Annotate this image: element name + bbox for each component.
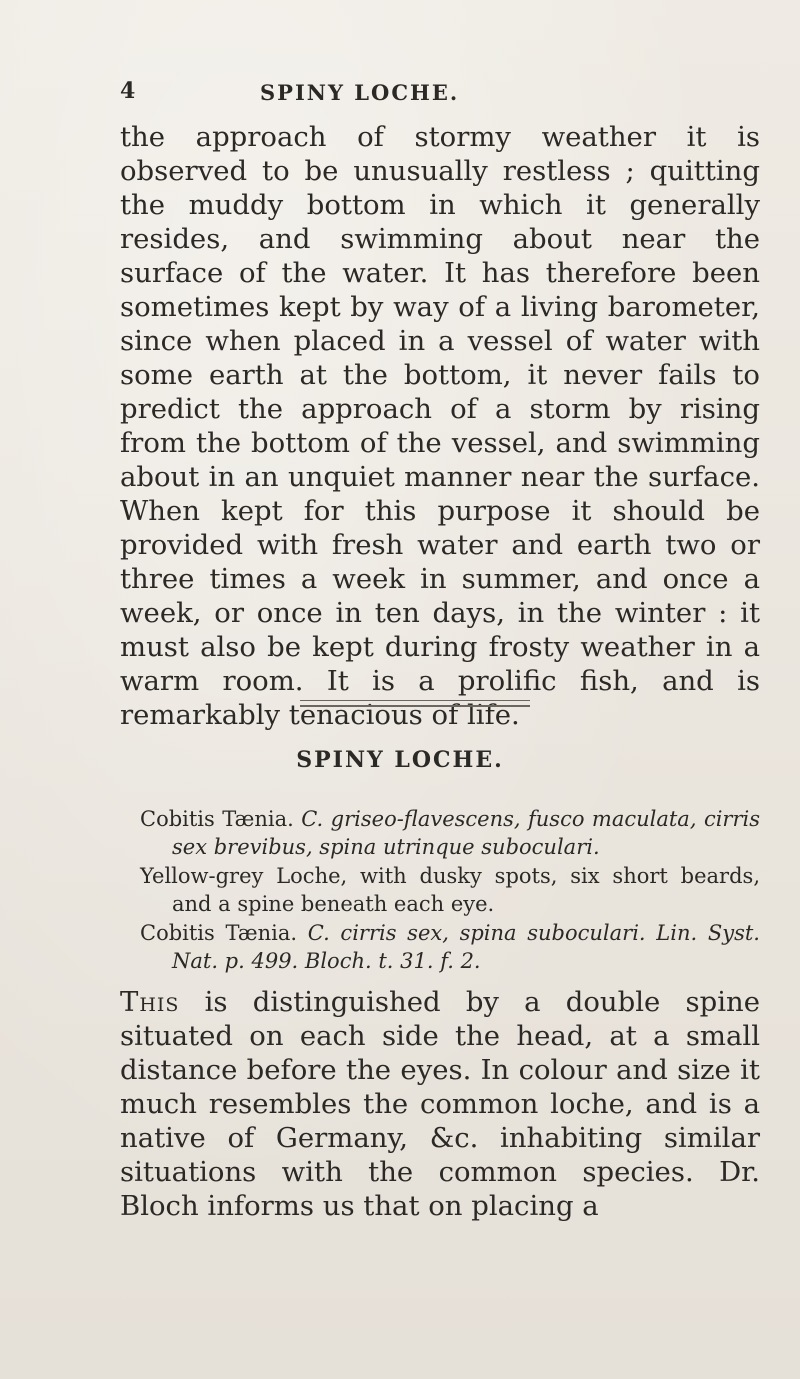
synonymy-block [140, 805, 760, 976]
paragraph-body: is distinguished by a double spine situated on each side the head, at a small distance before the eyes. In colour and size it much resembles the common loche, and is a native of Germany, &c. inhabiting similar situations with the common species. Dr. Bloch informs us that on placing a [120, 986, 760, 1222]
synonymy-entry [140, 919, 760, 975]
section-divider [300, 700, 530, 707]
section-title: SPINY LOCHE. [296, 747, 504, 773]
synonymy-entry [140, 862, 760, 918]
page-header [120, 78, 720, 108]
synonymy-latin: C. griseo-flavescens, fusco maculata, cirris sex brevibus, spina utrinque suboculari. [172, 807, 760, 859]
paragraph-lead-word: This [120, 986, 180, 1018]
synonymy-latin: C. cirris sex, spina suboculari. Lin. Syst. Nat. p. 499. Bloch. t. 31. f. 2. [172, 921, 760, 973]
page-number: 4 [120, 78, 136, 104]
synonymy-entry [140, 805, 760, 861]
running-head: SPINY LOCHE. [260, 80, 460, 105]
synonymy-name: Cobitis Tænia. [140, 807, 302, 831]
paragraph-continued: the approach of stormy weather it is observed to be unusually restless ; quitting the muddy bottom in which it generally resides, and swimming about near the surface of the water. It has therefore been sometimes kept by way of a living barometer, since when placed in a vessel of water with some earth at the bottom, it never fails to predict the approach of a storm by rising from the bottom of the vessel, and swimming about in an unquiet manner near the surface. When kept for this purpose it should be provided with fresh water and earth two or three times a week in summer, and once a week, or once in ten days, in the winter : it must also be kept during frosty weather in a warm room. It is a prolific fish, and is remarkably tenacious of life. [120, 121, 760, 731]
synonymy-name: Cobitis Tænia. [140, 921, 308, 945]
paragraph-description [120, 985, 760, 1223]
synonymy-name: Yellow-grey Loche, with dusky spots, six short beards, and a spine beneath each eye. [140, 864, 760, 916]
